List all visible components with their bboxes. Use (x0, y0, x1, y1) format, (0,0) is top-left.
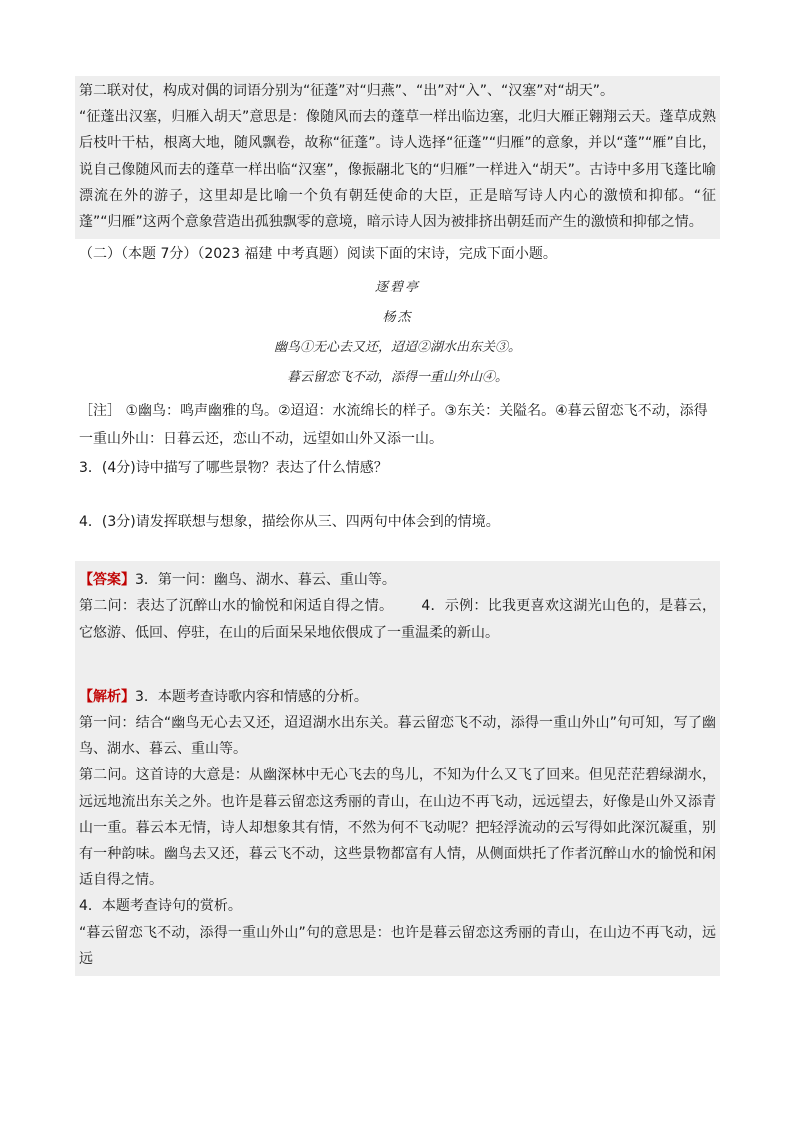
question-4: 4．(3分)请发挥联想与想象，描绘你从三、四两句中体会到的情境。 (79, 514, 500, 531)
question-intro: （二）（本题 7分）（2023 福建 中考真题）阅读下面的宋诗，完成下面小题。 (79, 246, 557, 263)
poem-note: ［注］ ①幽鸟：鸣声幽雅的鸟。②迢迢：水流绵长的样子。③东关：关隘名。④暮云留恋飞不动，添得一重山外山：日暮云还，恋山不动，远望如山外又添一山。 (79, 403, 708, 448)
analysis-paragraph: 第二联对仗，构成对偶的词语分别为“征蓬”对“归燕”、“出”对“入”、“汉塞”对“胡天”。 (79, 83, 615, 99)
answer-line (79, 567, 716, 593)
question-section (75, 241, 720, 267)
answer-tag: 【答案】 (79, 572, 135, 589)
answer-text: 第二问：表达了沉醉山水的愉悦和闲适自得之情。 (79, 598, 394, 615)
question-3: 3．(4分)诗中描写了哪些景物？表达了什么情感？ (79, 460, 388, 477)
analysis-paragraph: “暮云留恋飞不动，添得一重山外山”句的意思是：也许是暮云留恋这秀丽的青山，在山边不再飞动，远远 (79, 924, 716, 967)
analysis-line: 4．本题考查诗句的赏析。 (79, 898, 242, 915)
analysis-paragraph: “征蓬出汉塞，归雁入胡天”意思是：像随风而去的蓬草一样出临边塞，北归大雁正翱翔云天。蓬草成熟后枝叶干枯，根离大地，随风飘卷，故称“征蓬”。诗人选择“征蓬”“归雁”的意象，并以“蓬”“雁”自比，说自己像随风而去的蓬草一样出临“汉塞”，像振翮北飞的“归雁”一样进入“胡天”。古诗中多用飞蓬比喻漂流在外的游子，这里却是比喻一个负有朝廷使命的大臣，正是暗写诗人内心的激愤和抑郁。“征蓬”“归雁”这两个意象营造出孤独飘零的意境，暗示诗人因为被排挤出朝廷而产生的激愤和抑郁之情。 (79, 109, 716, 231)
analysis-paragraph: 第二问。这首诗的大意是：从幽深林中无心飞去的鸟儿，不知为什么又飞了回来。但见茫茫碧绿湖水，远远地流出东关之外。也许是暮云留恋这秀丽的青山，在山边不再飞动，远远望去，好像是山外又添青山一重。暮云本无情，诗人却想象其有情，不然为何不飞动呢？把轻浮流动的云写得如此深沉凝重，别有一种韵味。幽鸟去又还，暮云飞不动，这些景物都富有人情，从侧面烘托了作者沉醉山水的愉悦和闲适自得之情。 (79, 767, 716, 889)
analysis-block (75, 680, 720, 976)
poem (75, 273, 720, 393)
poem-title: 逐碧亭 (374, 280, 420, 296)
analysis-line (79, 684, 716, 710)
previous-analysis-block (75, 76, 720, 239)
analysis-tag: 【解析】 (79, 688, 135, 705)
poem-line: 暮云留恋飞不动，添得一重山外山④。 (286, 370, 508, 386)
notes-and-questions (75, 397, 720, 535)
answer-block (75, 561, 720, 680)
analysis-text: 3．本题考查诗歌内容和情感的分析。 (135, 688, 368, 705)
poem-line: 幽鸟①无心去又还，迢迢②湖水出东关③。 (273, 340, 521, 356)
answer-text: 4．示例：比我更喜欢这湖光山色的，是暮云，它悠游、低回、停驻，在山的后面呆呆地依偎成了一重温柔的新山。 (79, 598, 717, 641)
poem-author: 杨杰 (382, 310, 413, 326)
document-page (75, 76, 720, 976)
answer-text: 3．第一问：幽鸟、湖水、暮云、重山等。 (135, 572, 396, 589)
answer-line (79, 593, 716, 645)
analysis-paragraph: 第一问：结合“幽鸟无心去又还，迢迢湖水出东关。暮云留恋飞不动，添得一重山外山”句可知，写了幽鸟、湖水、暮云、重山等。 (79, 715, 716, 758)
